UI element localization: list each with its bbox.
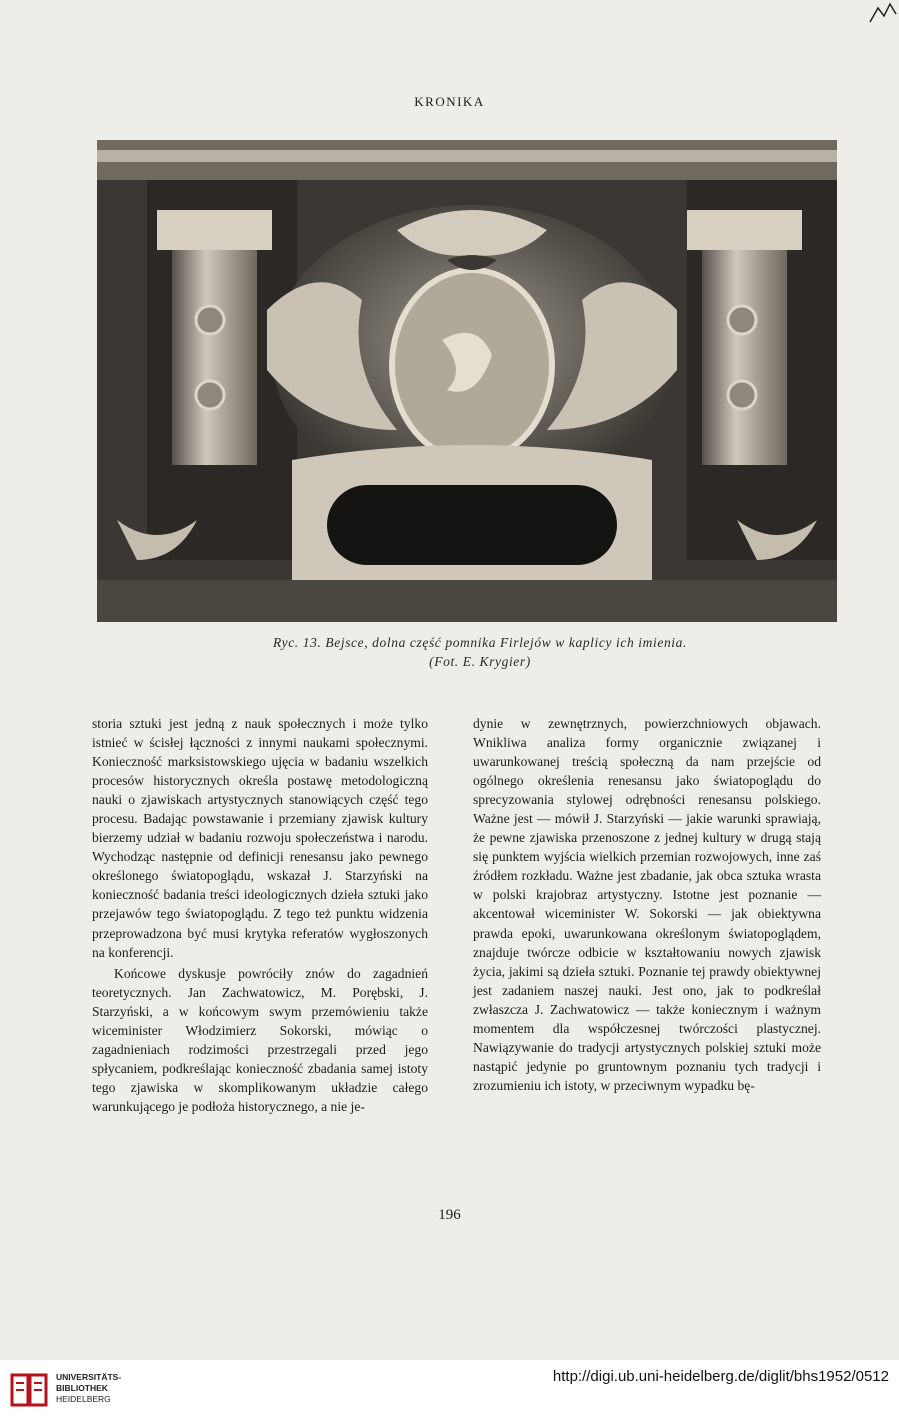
library-line-1: UNIVERSITÄTS- xyxy=(56,1372,122,1382)
caption-line-2: (Fot. E. Krygier) xyxy=(429,654,531,669)
caption-line-1: Ryc. 13. Bejsce, dolna część pomnika Firlejów w kaplicy ich imienia. xyxy=(273,635,687,650)
monument-photo-illustration xyxy=(97,140,837,622)
library-line-2: BIBLIOTHEK xyxy=(56,1383,108,1393)
footer-bar xyxy=(0,1360,899,1418)
library-name xyxy=(56,1372,121,1405)
library-logo-icon xyxy=(8,1369,50,1411)
running-head: KRONIKA xyxy=(414,94,485,109)
left-paragraph-2: Końcowe dyskusje powróciły znów do zagadnień teoretycznych. Jan Zachwatowicz, M. Porębski, J. Starzyński, a w końcowym swym przemówieniu także wiceminister Włodzimierz Sokorski, mówiąc o zagadnieniach rodzimości przestrzegali przed jego spłycaniem, podkreślając konieczność zbadania samej istoty tego zjawiska w skomplikowanym układzie całego warunkującego je podłoża historycznego, a nie je- xyxy=(92,965,428,1114)
right-column xyxy=(473,714,821,1095)
left-column xyxy=(92,714,428,1116)
right-paragraph-1: dynie w zewnętrznych, powierzchniowych objawach. Wnikliwa analiza formy organicznie związanej i uwarunkowanej treścią społeczną da nam przejście od ogólnego określenia renesansu jako światopoglądu do sprecyzowania stylowej odrębności renesansu polskiego. Ważne jest — mówił J. Starzyński — jakie warunki sprawiają, że pewne zjawiska przenoszone z jednej kultury w drugą stają się punktem wyjścia wielkich przemian rozwojowych, inne zaś źródłem rozkładu. Ważne jest zbadanie, jak obca sztuka wrasta w polski krajobraz artystyczny. Istotne jest poznanie — akcentował wiceminister W. Sokorski — jak obiektywna prawda epoki, uwarunkowana określonym światopoglądem, znajduje twórcze odbicie w kształtowaniu nowych zjawisk życia, jakimi są dzieła sztuki. Poznanie tej prawdy obiektywnej jest zadaniem naszej nauki. Jest ono, jak to podkreślał zwłaszcza J. Zachwatowicz — także koniecznym i ważnym momentem dla współczesnej twórczości plastycznej. Nawiązywanie do tradycji artystycznych polskiej sztuki może nastąpić jedynie po gruntownym poznaniu tych tradycji i zrozumieniu ich istoty, w przeciwnym wypadku bę- xyxy=(473,716,821,1093)
library-line-3: HEIDELBERG xyxy=(56,1394,111,1404)
left-paragraph-1: storia sztuki jest jedną z nauk społecznych i może tylko istnieć w ścisłej łączności z innymi naukami społecznymi. Konieczność marksistowskiego ujęcia w badaniu wszelkich procesów historycznych określa postawę metodologiczną nauki o zjawiskach artystycznych stanowiących część tego procesu. Badając powstawanie i przemiany zjawisk kultury bierzemy udział w badaniu rozwoju społeczeństwa i narodu. Wychodząc następnie od definicji renesansu jako pewnego określonego światopoglądu, wskazał J. Starzyński na konieczność badania treści ideologicznych dzieła sztuki jako przejawów tego światopoglądu. Z tego też punktu widzenia przeprowadzona być musi krytyka referatów wygłoszonych na konferencji. xyxy=(92,716,428,960)
figure-photo xyxy=(97,140,837,622)
source-url-link[interactable]: http://digi.ub.uni-heidelberg.de/diglit/bhs1952/0512 xyxy=(552,1368,889,1385)
page-number: 196 xyxy=(438,1207,461,1223)
corner-mark-icon xyxy=(868,2,898,24)
figure-caption xyxy=(180,633,780,671)
